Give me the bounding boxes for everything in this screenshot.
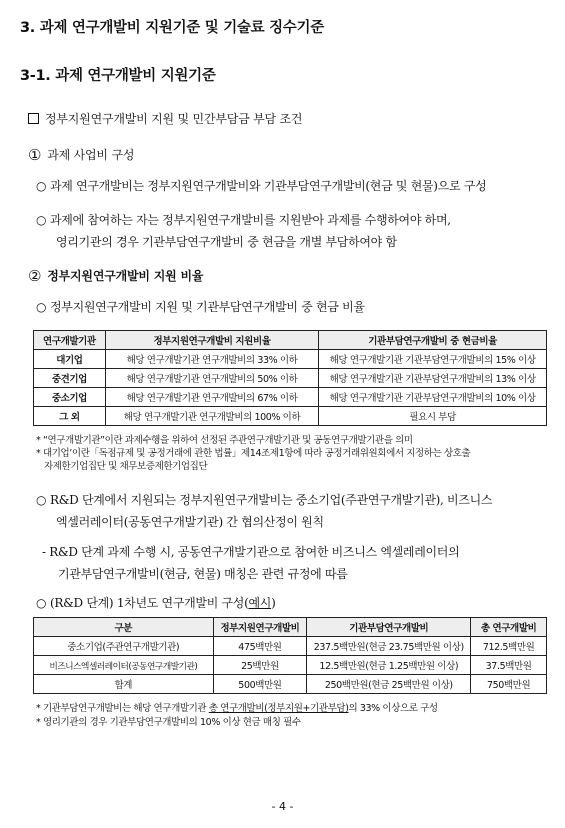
table-cell: 250백만원(현금 25백만원 이상) xyxy=(307,675,471,694)
note-prefix: * 기관부담연구개발비는 해당 연구개발기관 xyxy=(36,703,209,714)
item1-bullet1 xyxy=(36,175,486,197)
item1-bullet1-text: 과제 연구개발비는 정부지원연구개발비와 기관부담연구개발비(현금 및 현물)으로 구성 xyxy=(50,179,487,193)
table-cell: 37.5백만원 xyxy=(471,656,547,675)
table-header: 정부지원연구개발비 xyxy=(213,618,307,637)
table-header: 연구개발기관 xyxy=(34,331,106,350)
circle-bullet-icon: ○ xyxy=(36,213,47,227)
circle-bullet-icon: ○ xyxy=(36,596,47,610)
table-header-row xyxy=(34,618,547,637)
table-cell: 합계 xyxy=(34,675,214,694)
table-cell: 해당 연구개발기관 기관부담연구개발비의 10% 이상 xyxy=(319,388,547,407)
note-line: * 영리기관의 경우 기관부담연구개발비의 10% 이상 현금 매칭 필수 xyxy=(36,717,301,728)
square-icon xyxy=(28,113,39,124)
example-suffix: ) xyxy=(271,596,276,610)
note-line: * “연구개발기관”이란 과제수행을 위하여 선정된 주관연구개발기관 및 공동연구개발기관을 의미 xyxy=(36,435,413,446)
page-number: - 4 - xyxy=(271,800,294,813)
table-cell: 해당 연구개발기관 연구개발비의 33% 이하 xyxy=(105,350,318,369)
table-header-row xyxy=(34,331,547,350)
table-header: 기관부담연구개발비 중 현금비율 xyxy=(319,331,547,350)
table-cell: 대기업 xyxy=(34,350,106,369)
table-cell: 필요시 부담 xyxy=(319,407,547,426)
table-row xyxy=(34,388,547,407)
item2-bullet xyxy=(36,296,365,318)
table-cell: 25백만원 xyxy=(213,656,307,675)
item1-bullet2-cont: 영리기관의 경우 기관부담연구개발비 중 현금을 개별 부담하여야 함 xyxy=(56,235,397,249)
table-cell: 그 외 xyxy=(34,407,106,426)
rd-dash-cont: 기관부담연구개발비(현금, 현물) 매칭은 관련 규정에 따름 xyxy=(58,567,348,581)
rd-bullet-text: R&D 단계에서 지원되는 정부지원연구개발비는 중소기업(주관연구개발기관), 비즈니스 xyxy=(50,493,493,507)
table-cell: 해당 연구개발기관 기관부담연구개발비의 13% 이상 xyxy=(319,369,547,388)
circle-bullet-icon: ○ xyxy=(36,179,47,193)
table-cell: 해당 연구개발기관 연구개발비의 50% 이하 xyxy=(105,369,318,388)
section-heading-text: 정부지원연구개발비 지원 및 민간부담금 부담 조건 xyxy=(45,112,303,126)
table-cell: 해당 연구개발기관 연구개발비의 100% 이하 xyxy=(105,407,318,426)
item1-bullet2-text: 과제에 참여하는 자는 정부지원연구개발비를 지원받아 과제를 수행하여야 하며, xyxy=(50,213,451,227)
sub-heading: 3-1. 과제 연구개발비 지원기준 xyxy=(20,68,216,84)
circle-bullet-icon: ○ xyxy=(36,493,47,507)
rd-bullet xyxy=(36,489,492,511)
main-heading: 3. 과제 연구개발비 지원기준 및 기술료 징수기준 xyxy=(20,20,324,36)
item2-bullet-text: 정부지원연구개발비 지원 및 기관부담연구개발비 중 현금 비율 xyxy=(50,300,365,314)
table-cell: 중견기업 xyxy=(34,369,106,388)
example-caption xyxy=(36,592,275,614)
rd-dash-item: - R&D 단계 과제 수행 시, 공동연구개발기관으로 참여한 비즈니스 엑셀레레이터의 xyxy=(42,545,460,559)
item2-heading xyxy=(28,267,203,285)
table-cell: 중소기업(주관연구개발기관) xyxy=(34,637,214,656)
table-row xyxy=(34,656,547,675)
table-cell: 비즈니스엑셀러레이터(공동연구개발기관) xyxy=(34,656,214,675)
section-heading xyxy=(28,110,302,127)
support-ratio-table xyxy=(33,330,547,426)
table-header: 정부지원연구개발비 지원비율 xyxy=(105,331,318,350)
item1-title: 과제 사업비 구성 xyxy=(47,148,135,162)
table-cell: 해당 연구개발기관 연구개발비의 67% 이하 xyxy=(105,388,318,407)
table-header: 기관부담연구개발비 xyxy=(307,618,471,637)
note-line: * 대기업’이란「독점규제 및 공정거래에 관한 법률」제14조제1항에 따라 공정거래위원회에서 지정하는 상호출 xyxy=(36,448,471,459)
circled-number-1: ① xyxy=(28,146,42,164)
example-word: 예시 xyxy=(248,596,272,610)
table-row xyxy=(34,350,547,369)
rd-bullet-cont: 엑셀러레이터(공동연구개발기관) 간 협의산정이 원칙 xyxy=(56,515,324,529)
note-underlined: 총 연구개발비(정부지원+기관부담) xyxy=(208,703,349,714)
table-row xyxy=(34,675,547,694)
budget-example-table xyxy=(33,617,547,694)
table-cell: 500백만원 xyxy=(213,675,307,694)
table-cell: 해당 연구개발기관 기관부담연구개발비의 15% 이상 xyxy=(319,350,547,369)
circle-bullet-icon: ○ xyxy=(36,300,47,314)
table-header: 구분 xyxy=(34,618,214,637)
note-suffix: 의 33% 이상으로 구성 xyxy=(348,703,438,714)
item1-bullet2 xyxy=(36,209,451,231)
example-prefix: (R&D 단계) 1차년도 연구개발비 구성( xyxy=(50,596,249,610)
table-row xyxy=(34,637,547,656)
circled-number-2: ② xyxy=(28,267,42,285)
table-header: 총 연구개발비 xyxy=(471,618,547,637)
note-line: 자제한기업집단 및 채무보증제한기업집단 xyxy=(44,461,208,472)
table-cell: 중소기업 xyxy=(34,388,106,407)
note-line xyxy=(36,702,438,715)
item1-heading xyxy=(28,146,134,164)
item2-title: 정부지원연구개발비 지원 비율 xyxy=(47,269,204,283)
table-cell: 237.5백만원(현금 23.75백만원 이상) xyxy=(307,637,471,656)
table-row xyxy=(34,369,547,388)
table-cell: 750백만원 xyxy=(471,675,547,694)
table-cell: 475백만원 xyxy=(213,637,307,656)
table-cell: 712.5백만원 xyxy=(471,637,547,656)
table-cell: 12.5백만원(현금 1.25백만원 이상) xyxy=(307,656,471,675)
table-row xyxy=(34,407,547,426)
